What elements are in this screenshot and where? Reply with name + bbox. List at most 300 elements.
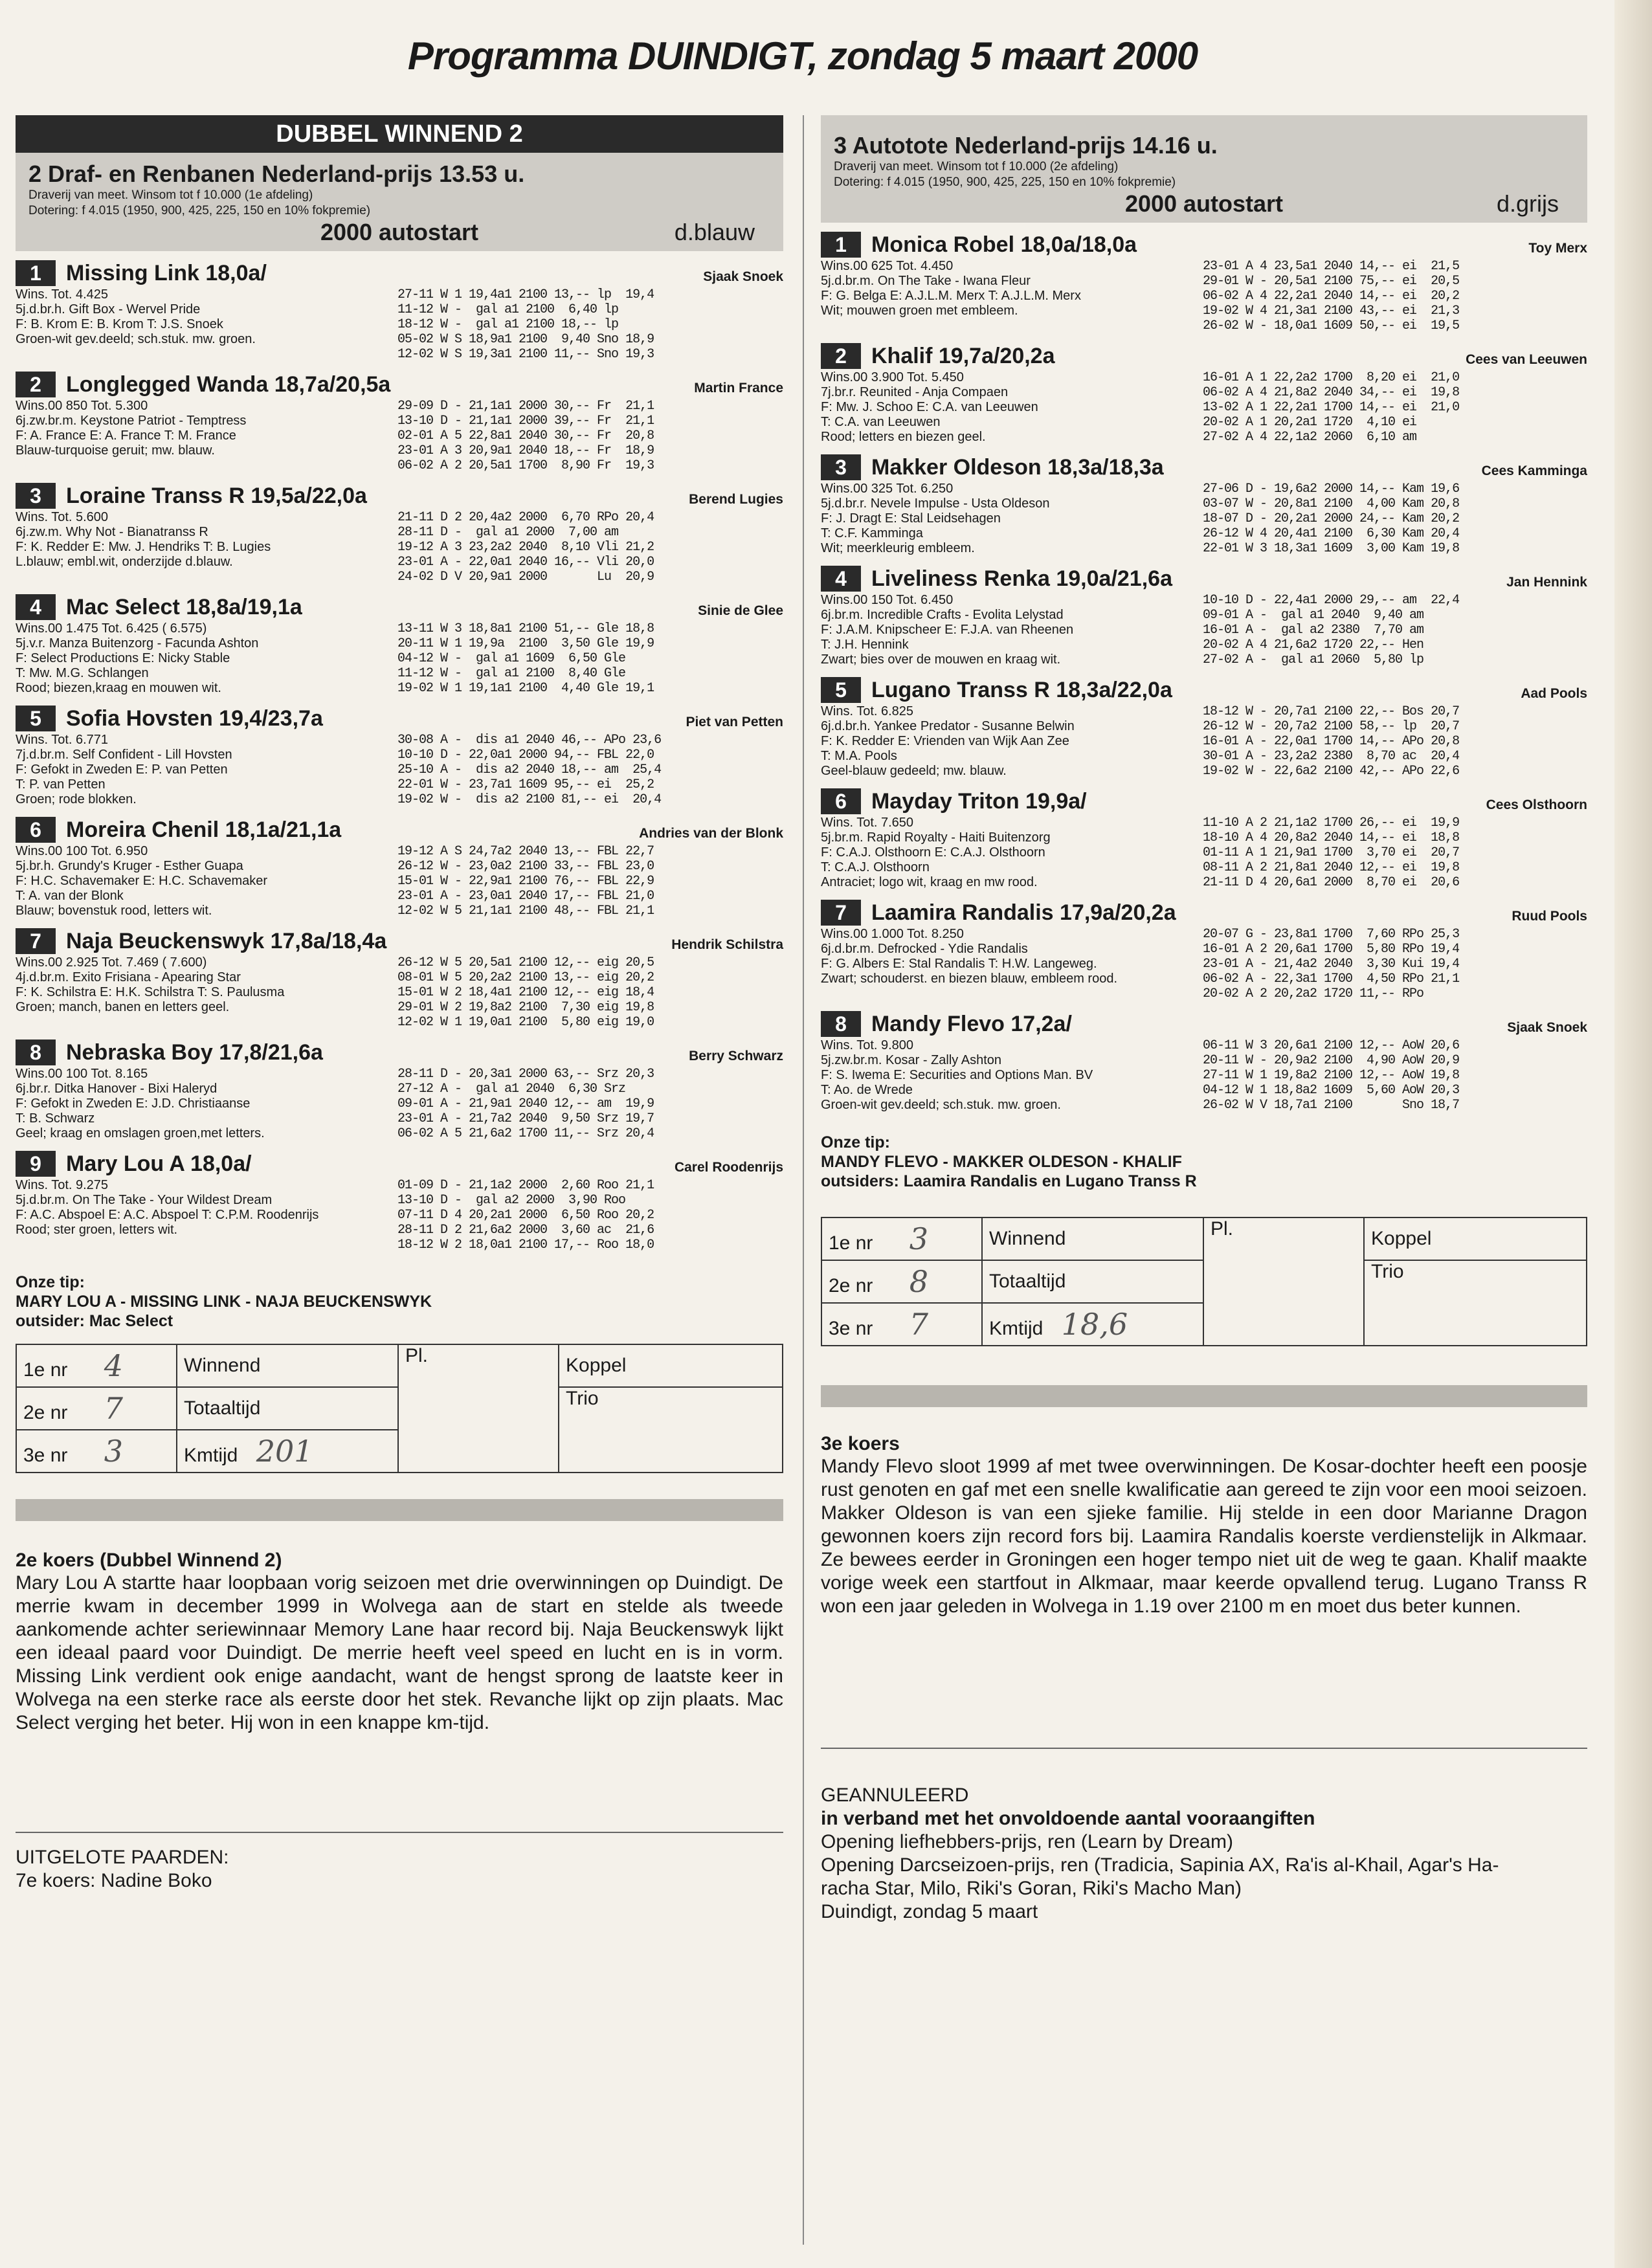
horse-info bbox=[16, 510, 391, 570]
performance-line: 11-10 A 2 21,1a2 1700 26,-- ei 19,9 bbox=[1203, 816, 1460, 830]
place-label: 2e nr bbox=[23, 1402, 68, 1423]
horse-performances bbox=[1203, 704, 1459, 779]
horse-trainer: Ruud Pools bbox=[1512, 909, 1587, 924]
performance-line: 11-12 W - gal a1 2100 8,40 Gle bbox=[397, 666, 626, 681]
horse-info bbox=[821, 482, 1196, 556]
horse-number: 8 bbox=[821, 1011, 861, 1037]
result-cell: Trio bbox=[1364, 1260, 1587, 1346]
result-cell: Totaaltijd bbox=[177, 1387, 398, 1430]
tip-outsider: outsiders: Laamira Randalis en Lugano Transs R bbox=[821, 1172, 1197, 1190]
cancelled-line: Opening liefhebbers-prijs, ren (Learn by Dream) bbox=[821, 1831, 1233, 1852]
performance-line: 13-11 W 3 18,8a1 2100 51,-- Gle 18,8 bbox=[397, 621, 654, 636]
horse-info-line: Wins.00 1.000 Tot. 8.250 bbox=[821, 927, 964, 941]
horse-info bbox=[821, 927, 1196, 986]
result-cell bbox=[16, 1344, 177, 1387]
column-divider bbox=[803, 115, 804, 2245]
performance-line: 20-07 G - 23,8a1 1700 7,60 RPo 25,3 bbox=[1203, 927, 1460, 942]
horse-info bbox=[821, 816, 1196, 890]
horse-info-line: Rood; ster groen, letters wit. bbox=[16, 1223, 178, 1237]
horse-info-line: 5j.d.br.r. Nevele Impulse - Usta Oldeson bbox=[821, 496, 1050, 511]
horse-name: Longlegged Wanda 18,7a/20,5a bbox=[66, 372, 391, 397]
performance-line: 16-01 A - 22,0a1 1700 14,-- APo 20,8 bbox=[1203, 734, 1460, 749]
result-cell: Pl. bbox=[398, 1344, 559, 1473]
horse-info-line: F: G. Albers E: Stal Randalis T: H.W. Langeweg. bbox=[821, 957, 1097, 971]
kmtijd-label: Kmtijd bbox=[184, 1445, 238, 1466]
performance-line: 13-02 A 1 22,2a1 1700 14,-- ei 21,0 bbox=[1203, 400, 1460, 415]
horse-name: Khalif 19,7a/20,2a bbox=[871, 344, 1055, 368]
performance-line: 21-11 D 4 20,6a1 2000 8,70 ei 20,6 bbox=[1203, 875, 1460, 890]
performance-line: 07-11 D 4 20,2a1 2000 6,50 Roo 20,2 bbox=[397, 1208, 654, 1223]
horse-info bbox=[16, 955, 391, 1015]
race-prize: Dotering: f 4.015 (1950, 900, 425, 225, 150 en 10% fokpremie) bbox=[28, 204, 371, 217]
performance-line: 29-01 W - 20,5a1 2100 75,-- ei 20,5 bbox=[1203, 274, 1460, 289]
article-block bbox=[16, 1550, 783, 1735]
horse-number: 4 bbox=[821, 566, 861, 592]
withdrawn-title: UITGELOTE PAARDEN: bbox=[16, 1847, 229, 1868]
horse-info-line: 6j.br.r. Ditka Hanover - Bixi Haleryd bbox=[16, 1082, 218, 1096]
race-header bbox=[821, 115, 1587, 223]
performance-line: 06-02 A 2 20,5a1 1700 8,90 Fr 19,3 bbox=[397, 458, 654, 473]
horse-info-line: F: C.A.J. Olsthoorn E: C.A.J. Olsthoorn bbox=[821, 845, 1045, 860]
race-title: 2 Draf- en Renbanen Nederland-prijs 13.53 u. bbox=[28, 161, 525, 187]
horse-performances bbox=[397, 1067, 654, 1141]
horse-performances bbox=[1203, 927, 1459, 1001]
cancelled-title: GEANNULEERD bbox=[821, 1784, 969, 1806]
performance-line: 09-01 A - gal a1 2040 9,40 am bbox=[1203, 608, 1424, 623]
race-colour: d.grijs bbox=[1496, 190, 1559, 217]
horse-name: Laamira Randalis 17,9a/20,2a bbox=[871, 900, 1176, 925]
horse-info bbox=[16, 844, 391, 918]
horse-body bbox=[16, 733, 783, 807]
horse-number: 5 bbox=[16, 706, 56, 731]
performance-line: 27-12 A - gal a1 2040 6,30 Srz bbox=[397, 1082, 626, 1096]
article-title: 2e koers (Dubbel Winnend 2) bbox=[16, 1550, 282, 1571]
horse-info bbox=[16, 287, 391, 347]
horse-info-line: F: Select Productions E: Nicky Stable bbox=[16, 651, 230, 665]
horse-entry bbox=[16, 594, 783, 696]
performance-line: 27-02 A 4 22,1a2 2060 6,10 am bbox=[1203, 430, 1417, 445]
horse-info-line: 6j.zw.m. Why Not - Bianatranss R bbox=[16, 525, 208, 539]
result-cell bbox=[821, 1217, 982, 1260]
performance-line: 09-01 A - 21,9a1 2040 12,-- am 19,9 bbox=[397, 1096, 654, 1111]
horse-info-line: Zwart; schouderst. en biezen blauw, embleem rood. bbox=[821, 972, 1118, 986]
horse-info bbox=[821, 593, 1196, 667]
horse-performances bbox=[397, 733, 661, 807]
horse-info-line: Blauw; bovenstuk rood, letters wit. bbox=[16, 904, 212, 918]
performance-line: 26-12 W 5 20,5a1 2100 12,-- eig 20,5 bbox=[397, 955, 654, 970]
horse-info-line: F: J. Dragt E: Stal Leidsehagen bbox=[821, 511, 1001, 526]
result-cell bbox=[982, 1303, 1203, 1346]
horse-info-line: Wit; mouwen groen met embleem. bbox=[821, 304, 1018, 318]
horse-info bbox=[821, 259, 1196, 318]
performance-line: 20-02 A 4 21,6a2 1720 22,-- Hen bbox=[1203, 638, 1424, 652]
horse-trainer: Aad Pools bbox=[1521, 686, 1587, 701]
table-row bbox=[16, 1344, 783, 1387]
horse-info-line: F: S. Iwema E: Securities and Options Man. BV bbox=[821, 1068, 1093, 1082]
result-cell: Koppel bbox=[1364, 1217, 1587, 1260]
horse-performances bbox=[1203, 1038, 1459, 1113]
horse-info-line: T: C.A. van Leeuwen bbox=[821, 415, 941, 429]
handwritten-number: 4 bbox=[104, 1348, 124, 1383]
race-prize: Dotering: f 4.015 (1950, 900, 425, 225, 150 en 10% fokpremie) bbox=[834, 175, 1176, 189]
horse-info-line: 7j.d.br.m. Self Confident - Lill Hovsten bbox=[16, 748, 232, 762]
horse-trainer: Berry Schwarz bbox=[689, 1049, 783, 1063]
horse-trainer: Hendrik Schilstra bbox=[671, 937, 783, 952]
horse-info-line: 6j.zw.br.m. Keystone Patriot - Temptress bbox=[16, 414, 247, 428]
horse-header bbox=[16, 817, 783, 844]
horse-info-line: Wins.00 2.925 Tot. 7.469 ( 7.600) bbox=[16, 955, 207, 970]
result-cell: Totaaltijd bbox=[982, 1260, 1203, 1303]
horse-info-line: Geel; kraag en omslagen groen,met letters. bbox=[16, 1126, 265, 1140]
horse-entry bbox=[821, 1011, 1587, 1113]
performance-line: 10-10 D - 22,4a1 2000 29,-- am 22,4 bbox=[1203, 593, 1460, 608]
place-label: 1e nr bbox=[829, 1232, 873, 1254]
tip-line: MARY LOU A - MISSING LINK - NAJA BEUCKENSWYK bbox=[16, 1293, 432, 1311]
tip-label: Onze tip: bbox=[16, 1273, 85, 1291]
performance-line: 28-11 D - gal a1 2000 7,00 am bbox=[397, 525, 619, 540]
horse-name: Mac Select 18,8a/19,1a bbox=[66, 595, 302, 619]
horse-performances bbox=[397, 287, 654, 362]
horse-info-line: Wins. Tot. 9.800 bbox=[821, 1038, 914, 1052]
page-edge bbox=[1614, 0, 1652, 2268]
performance-line: 04-12 W 1 18,8a2 1609 5,60 AoW 20,3 bbox=[1203, 1083, 1460, 1098]
performance-line: 19-02 W 1 19,1a1 2100 4,40 Gle 19,1 bbox=[397, 681, 654, 696]
horse-header bbox=[16, 1040, 783, 1067]
performance-line: 15-01 W - 22,9a1 2100 76,-- FBL 22,9 bbox=[397, 874, 654, 889]
withdrawn-line: 7e koers: Nadine Boko bbox=[16, 1870, 212, 1891]
performance-line: 16-01 A 1 22,2a2 1700 8,20 ei 21,0 bbox=[1203, 370, 1460, 385]
horse-info-line: Wins. Tot. 6.825 bbox=[821, 704, 914, 718]
horse-info-line: Wins.00 3.900 Tot. 5.450 bbox=[821, 370, 964, 384]
performance-line: 27-02 A - gal a1 2060 5,80 lp bbox=[1203, 652, 1424, 667]
performance-line: 26-02 W V 18,7a1 2100 Sno 18,7 bbox=[1203, 1098, 1460, 1113]
horse-info-line: Wins. Tot. 9.275 bbox=[16, 1178, 109, 1192]
horse-info-line: Wins.00 100 Tot. 6.950 bbox=[16, 844, 148, 858]
horse-body bbox=[821, 259, 1587, 333]
horse-info-line: T: A. van der Blonk bbox=[16, 889, 124, 903]
performance-line: 18-12 W 2 18,0a1 2100 17,-- Roo 18,0 bbox=[397, 1238, 654, 1252]
horse-entry bbox=[16, 817, 783, 919]
horse-performances bbox=[397, 510, 654, 584]
horse-entry bbox=[16, 928, 783, 1030]
horse-entry bbox=[16, 372, 783, 474]
horse-trainer: Carel Roodenrijs bbox=[674, 1160, 783, 1175]
performance-line: 18-12 W - 20,7a1 2100 22,-- Bos 20,7 bbox=[1203, 704, 1460, 719]
horse-body bbox=[821, 370, 1587, 445]
divider-bar bbox=[821, 1385, 1587, 1407]
horse-info-line: Wins. Tot. 6.771 bbox=[16, 733, 109, 747]
performance-line: 06-02 A 4 22,2a1 2040 14,-- ei 20,2 bbox=[1203, 289, 1460, 304]
horse-name: Lugano Transs R 18,3a/22,0a bbox=[871, 678, 1172, 702]
horse-number: 7 bbox=[16, 928, 56, 954]
performance-line: 18-12 W - gal a1 2100 18,-- lp bbox=[397, 317, 619, 332]
result-cell: Winnend bbox=[177, 1344, 398, 1387]
horse-info-line: T: J.H. Hennink bbox=[821, 638, 909, 652]
handwritten-number: 3 bbox=[909, 1221, 929, 1256]
performance-line: 23-01 A - 21,7a2 2040 9,50 Srz 19,7 bbox=[397, 1111, 654, 1126]
horse-info bbox=[821, 1038, 1196, 1113]
horse-trainer: Sjaak Snoek bbox=[703, 269, 783, 284]
horse-entry bbox=[821, 343, 1587, 445]
handwritten-number: 3 bbox=[104, 1434, 124, 1469]
horse-info-line: 5j.d.br.m. On The Take - Your Wildest Dream bbox=[16, 1193, 273, 1207]
performance-line: 13-10 D - gal a2 2000 3,90 Roo bbox=[397, 1193, 626, 1208]
horse-trainer: Sinie de Glee bbox=[698, 603, 783, 618]
horse-info-line: 5j.d.br.h. Gift Box - Wervel Pride bbox=[16, 302, 201, 317]
horse-number: 6 bbox=[16, 817, 56, 843]
horse-info bbox=[16, 621, 391, 696]
horse-info bbox=[821, 704, 1196, 779]
performance-line: 06-02 A - 22,3a1 1700 4,50 RPo 21,1 bbox=[1203, 972, 1460, 986]
horse-name: Moreira Chenil 18,1a/21,1a bbox=[66, 817, 342, 842]
horse-body bbox=[821, 927, 1587, 1001]
horse-performances bbox=[397, 621, 654, 696]
horse-number: 1 bbox=[16, 260, 56, 286]
horse-number: 3 bbox=[16, 483, 56, 509]
performance-line: 20-11 W 1 19,9a 2100 3,50 Gle 19,9 bbox=[397, 636, 654, 651]
tip-line: MANDY FLEVO - MAKKER OLDESON - KHALIF bbox=[821, 1153, 1182, 1171]
horse-trainer: Martin France bbox=[694, 381, 783, 395]
horse-info-line: 5j.zw.br.m. Kosar - Zally Ashton bbox=[821, 1053, 1001, 1067]
performance-line: 19-12 A 3 23,2a2 2040 8,10 Vli 21,2 bbox=[397, 540, 654, 555]
horse-header bbox=[16, 594, 783, 621]
horse-info bbox=[16, 733, 391, 807]
performance-line: 26-12 W - 23,0a2 2100 33,-- FBL 23,0 bbox=[397, 859, 654, 874]
horse-header bbox=[16, 372, 783, 399]
performance-line: 12-02 W 5 21,1a1 2100 48,-- FBL 21,1 bbox=[397, 904, 654, 918]
horse-trainer: Berend Lugies bbox=[689, 492, 783, 507]
performance-line: 05-02 W S 18,9a1 2100 9,40 Sno 18,9 bbox=[397, 332, 654, 347]
performance-line: 12-02 W S 19,3a1 2100 11,-- Sno 19,3 bbox=[397, 347, 654, 362]
horse-entry bbox=[821, 232, 1587, 334]
horse-info bbox=[16, 1067, 391, 1141]
divider-bar bbox=[16, 1499, 783, 1521]
horse-trainer: Toy Merx bbox=[1528, 241, 1587, 256]
horse-info-line: T: Ao. de Wrede bbox=[821, 1083, 913, 1097]
performance-line: 29-01 W 2 19,8a2 2100 7,30 eig 19,8 bbox=[397, 1000, 654, 1015]
horse-info-line: Wins.00 625 Tot. 4.450 bbox=[821, 259, 954, 273]
horse-performances bbox=[397, 399, 654, 473]
horse-info-line: L.blauw; embl.wit, onderzijde d.blauw. bbox=[16, 555, 233, 569]
horse-info-line: F: H.C. Schavemaker E: H.C. Schavemaker bbox=[16, 874, 268, 888]
horse-entry bbox=[16, 1040, 783, 1142]
horse-info-line: 6j.br.m. Incredible Crafts - Evolita Lelystad bbox=[821, 608, 1064, 622]
horse-entry bbox=[821, 566, 1587, 668]
horse-body bbox=[16, 510, 783, 584]
horse-body bbox=[16, 844, 783, 918]
handwritten-kmtijd: 18,6 bbox=[1061, 1307, 1128, 1342]
results-table bbox=[821, 1217, 1587, 1346]
divider-rule bbox=[16, 1832, 783, 1833]
horse-header bbox=[821, 788, 1587, 816]
horse-info-line: Groen-wit gev.deeld; sch.stuk. mw. groen. bbox=[821, 1098, 1061, 1112]
horse-info-line: F: K. Redder E: Mw. J. Hendriks T: B. Lugies bbox=[16, 540, 271, 554]
horse-info-line: Wins.00 150 Tot. 6.450 bbox=[821, 593, 954, 607]
performance-line: 23-01 A 4 23,5a1 2040 14,-- ei 21,5 bbox=[1203, 259, 1460, 274]
place-label: 3e nr bbox=[23, 1445, 68, 1466]
performance-line: 30-01 A - 23,2a2 2380 8,70 ac 20,4 bbox=[1203, 749, 1460, 764]
performance-line: 27-11 W 1 19,4a1 2100 13,-- lp 19,4 bbox=[397, 287, 654, 302]
horse-info-line: Wins.00 1.475 Tot. 6.425 ( 6.575) bbox=[16, 621, 207, 636]
horse-info-line: 6j.d.br.h. Yankee Predator - Susanne Belwin bbox=[821, 719, 1075, 733]
performance-line: 28-11 D - 20,3a1 2000 63,-- Srz 20,3 bbox=[397, 1067, 654, 1082]
horse-info-line: 4j.d.br.m. Exito Frisiana - Apearing Star bbox=[16, 970, 241, 984]
performance-line: 26-12 W 4 20,4a1 2100 6,30 Kam 20,4 bbox=[1203, 526, 1460, 541]
horse-list bbox=[16, 260, 783, 1253]
kmtijd-label: Kmtijd bbox=[989, 1318, 1044, 1339]
cancelled-line: racha Star, Milo, Riki's Goran, Riki's Macho Man) bbox=[821, 1878, 1242, 1899]
horse-name: Monica Robel 18,0a/18,0a bbox=[871, 232, 1137, 257]
horse-info-line: F: K. Redder E: Vrienden van Wijk Aan Zee bbox=[821, 734, 1069, 748]
cancelled-line: Duindigt, zondag 5 maart bbox=[821, 1901, 1038, 1922]
performance-line: 19-02 W - 22,6a2 2100 42,-- APo 22,6 bbox=[1203, 764, 1460, 779]
handwritten-kmtijd: 201 bbox=[256, 1434, 313, 1469]
horse-body bbox=[821, 704, 1587, 779]
article-title: 3e koers bbox=[821, 1433, 900, 1454]
performance-line: 27-06 D - 19,6a2 2000 14,-- Kam 19,6 bbox=[1203, 482, 1460, 496]
horse-info-line: Wins. Tot. 7.650 bbox=[821, 816, 914, 830]
performance-line: 23-01 A - 21,4a2 2040 3,30 Kui 19,4 bbox=[1203, 957, 1460, 972]
result-cell bbox=[16, 1387, 177, 1430]
horse-entry bbox=[821, 900, 1587, 1002]
horse-body bbox=[16, 1067, 783, 1141]
race-header bbox=[16, 153, 783, 251]
horse-entry bbox=[16, 1151, 783, 1253]
horse-info-line: Wit; meerkleurig embleem. bbox=[821, 541, 975, 555]
race-title: 3 Autotote Nederland-prijs 14.16 u. bbox=[834, 132, 1218, 159]
performance-line: 01-09 D - 21,1a2 2000 2,60 Roo 21,1 bbox=[397, 1178, 654, 1193]
horse-performances bbox=[1203, 370, 1459, 445]
horse-info bbox=[821, 370, 1196, 445]
result-cell bbox=[177, 1430, 398, 1473]
horse-info-line: Rood; letters en biezen geel. bbox=[821, 430, 986, 444]
horse-name: Mary Lou A 18,0a/ bbox=[66, 1151, 252, 1176]
horse-info-line: Antraciet; logo wit, kraag en mw rood. bbox=[821, 875, 1038, 889]
performance-line: 08-11 A 2 21,8a1 2040 12,-- ei 19,8 bbox=[1203, 860, 1460, 875]
horse-info-line: Wins. Tot. 5.600 bbox=[16, 510, 109, 524]
performance-line: 23-01 A - 22,0a1 2040 16,-- Vli 20,0 bbox=[397, 555, 654, 570]
horse-info-line: Blauw-turquoise geruit; mw. blauw. bbox=[16, 443, 215, 458]
tip-block bbox=[16, 1273, 783, 1331]
performance-line: 11-12 W - gal a1 2100 6,40 lp bbox=[397, 302, 619, 317]
horse-number: 6 bbox=[821, 788, 861, 814]
horse-info-line: 5j.v.r. Manza Buitenzorg - Facunda Ashton bbox=[16, 636, 259, 650]
horse-info-line: F: K. Schilstra E: H.K. Schilstra T: S. Paulusma bbox=[16, 985, 285, 999]
cancelled-line: Opening Darcseizoen-prijs, ren (Tradicia, Sapinia AX, Ra'is al-Khail, Agar's Ha- bbox=[821, 1854, 1499, 1876]
horse-trainer: Cees Kamminga bbox=[1481, 463, 1587, 478]
divider-rule bbox=[821, 1748, 1587, 1749]
page-title: Programma DUINDIGT, zondag 5 maart 2000 bbox=[407, 34, 1198, 78]
tip-block bbox=[821, 1133, 1587, 1191]
horse-info-line: F: A. France E: A. France T: M. France bbox=[16, 428, 236, 443]
performance-line: 23-01 A 3 20,9a1 2040 18,-- Fr 18,9 bbox=[397, 443, 654, 458]
performance-line: 06-02 A 4 21,8a2 2040 34,-- ei 19,8 bbox=[1203, 385, 1460, 400]
performance-line: 06-02 A 5 21,6a2 1700 11,-- Srz 20,4 bbox=[397, 1126, 654, 1141]
horse-name: Sofia Hovsten 19,4/23,7a bbox=[66, 706, 323, 731]
horse-performances bbox=[1203, 816, 1459, 890]
cancelled-subtitle: in verband met het onvoldoende aantal vooraangiften bbox=[821, 1808, 1315, 1829]
horse-info-line: T: M.A. Pools bbox=[821, 749, 897, 763]
performance-line: 18-10 A 4 20,8a2 2040 14,-- ei 18,8 bbox=[1203, 830, 1460, 845]
horse-number: 4 bbox=[16, 594, 56, 620]
horse-name: Naja Beuckenswyk 17,8a/18,4a bbox=[66, 929, 387, 953]
horse-header bbox=[16, 706, 783, 733]
horse-entry bbox=[821, 788, 1587, 891]
horse-trainer: Cees van Leeuwen bbox=[1466, 352, 1587, 367]
performance-line: 21-11 D 2 20,4a2 2000 6,70 RPo 20,4 bbox=[397, 510, 654, 525]
horse-info-line: T: B. Schwarz bbox=[16, 1111, 95, 1126]
section-band: DUBBEL WINNEND 2 bbox=[16, 115, 783, 153]
result-cell bbox=[821, 1303, 982, 1346]
performance-line: 06-11 W 3 20,6a1 2100 12,-- AoW 20,6 bbox=[1203, 1038, 1460, 1053]
horse-info-line: Wins.00 850 Tot. 5.300 bbox=[16, 399, 148, 413]
horse-info-line: Groen-wit gev.deeld; sch.stuk. mw. groen. bbox=[16, 332, 256, 346]
horse-info-line: T: C.F. Kamminga bbox=[821, 526, 923, 540]
horse-info-line: Geel-blauw gedeeld; mw. blauw. bbox=[821, 764, 1007, 778]
tip-outsider: outsider: Mac Select bbox=[16, 1312, 173, 1330]
race-distance-line bbox=[28, 219, 770, 245]
performance-line: 18-07 D - 20,2a1 2000 24,-- Kam 20,2 bbox=[1203, 511, 1460, 526]
horse-info-line: F: B. Krom E: B. Krom T: J.S. Snoek bbox=[16, 317, 223, 331]
performance-line: 16-01 A 2 20,6a1 1700 5,80 RPo 19,4 bbox=[1203, 942, 1460, 957]
horse-header bbox=[16, 260, 783, 287]
result-cell: Winnend bbox=[982, 1217, 1203, 1260]
horse-number: 9 bbox=[16, 1151, 56, 1177]
horse-info-line: Groen; rode blokken. bbox=[16, 792, 137, 806]
performance-line: 20-11 W - 20,9a2 2100 4,90 AoW 20,9 bbox=[1203, 1053, 1460, 1068]
horse-info-line: Zwart; bies over de mouwen en kraag wit. bbox=[821, 652, 1061, 667]
horse-body bbox=[821, 816, 1587, 890]
performance-line: 13-10 D - 21,1a1 2000 39,-- Fr 21,1 bbox=[397, 414, 654, 428]
horse-trainer: Andries van der Blonk bbox=[639, 826, 783, 841]
horse-header bbox=[821, 900, 1587, 927]
horse-info-line: F: Gefokt in Zweden E: J.D. Christiaanse bbox=[16, 1096, 251, 1111]
performance-line: 30-08 A - dis a1 2040 46,-- APo 23,6 bbox=[397, 733, 662, 748]
horse-info-line: Wins.00 100 Tot. 8.165 bbox=[16, 1067, 148, 1081]
performance-line: 15-01 W 2 18,4a1 2100 12,-- eig 18,4 bbox=[397, 985, 654, 1000]
horse-info-line: F: J.A.M. Knipscheer E: F.J.A. van Rheenen bbox=[821, 623, 1074, 637]
result-cell: Pl. bbox=[1203, 1217, 1364, 1346]
horse-list bbox=[821, 232, 1587, 1113]
horse-entry bbox=[16, 483, 783, 585]
horse-info-line: 5j.br.h. Grundy's Kruger - Esther Guapa bbox=[16, 859, 243, 873]
horse-entry bbox=[16, 706, 783, 808]
horse-trainer: Piet van Petten bbox=[686, 715, 783, 729]
horse-performances bbox=[397, 955, 654, 1030]
horse-body bbox=[16, 399, 783, 473]
result-cell: Trio bbox=[559, 1387, 783, 1473]
race-conditions: Draverij van meet. Winsom tot f 10.000 (1e afdeling) bbox=[28, 188, 313, 202]
right-column bbox=[821, 115, 1587, 1924]
horse-info-line: Rood; biezen,kraag en mouwen wit. bbox=[16, 681, 221, 695]
horse-info-line: 5j.br.m. Rapid Royalty - Haiti Buitenzorg bbox=[821, 830, 1051, 845]
race-conditions: Draverij van meet. Winsom tot f 10.000 (2e afdeling) bbox=[834, 160, 1119, 173]
performance-line: 29-09 D - 21,1a1 2000 30,-- Fr 21,1 bbox=[397, 399, 654, 414]
horse-info-line: Groen; manch, banen en letters geel. bbox=[16, 1000, 230, 1014]
performance-line: 22-01 W 3 18,3a1 1609 3,00 Kam 19,8 bbox=[1203, 541, 1460, 556]
horse-info-line: T: Mw. M.G. Schlangen bbox=[16, 666, 149, 680]
performance-line: 16-01 A - gal a2 2380 7,70 am bbox=[1203, 623, 1424, 638]
performance-line: 19-02 W 4 21,3a1 2100 43,-- ei 21,3 bbox=[1203, 304, 1460, 318]
horse-number: 7 bbox=[821, 900, 861, 926]
article-block bbox=[821, 1433, 1587, 1618]
horse-info-line: F: Gefokt in Zweden E: P. van Petten bbox=[16, 762, 228, 777]
race-distance: 2000 autostart bbox=[320, 219, 479, 245]
horse-entry bbox=[821, 677, 1587, 779]
horse-body bbox=[16, 955, 783, 1030]
horse-performances bbox=[1203, 482, 1459, 556]
horse-number: 8 bbox=[16, 1040, 56, 1065]
